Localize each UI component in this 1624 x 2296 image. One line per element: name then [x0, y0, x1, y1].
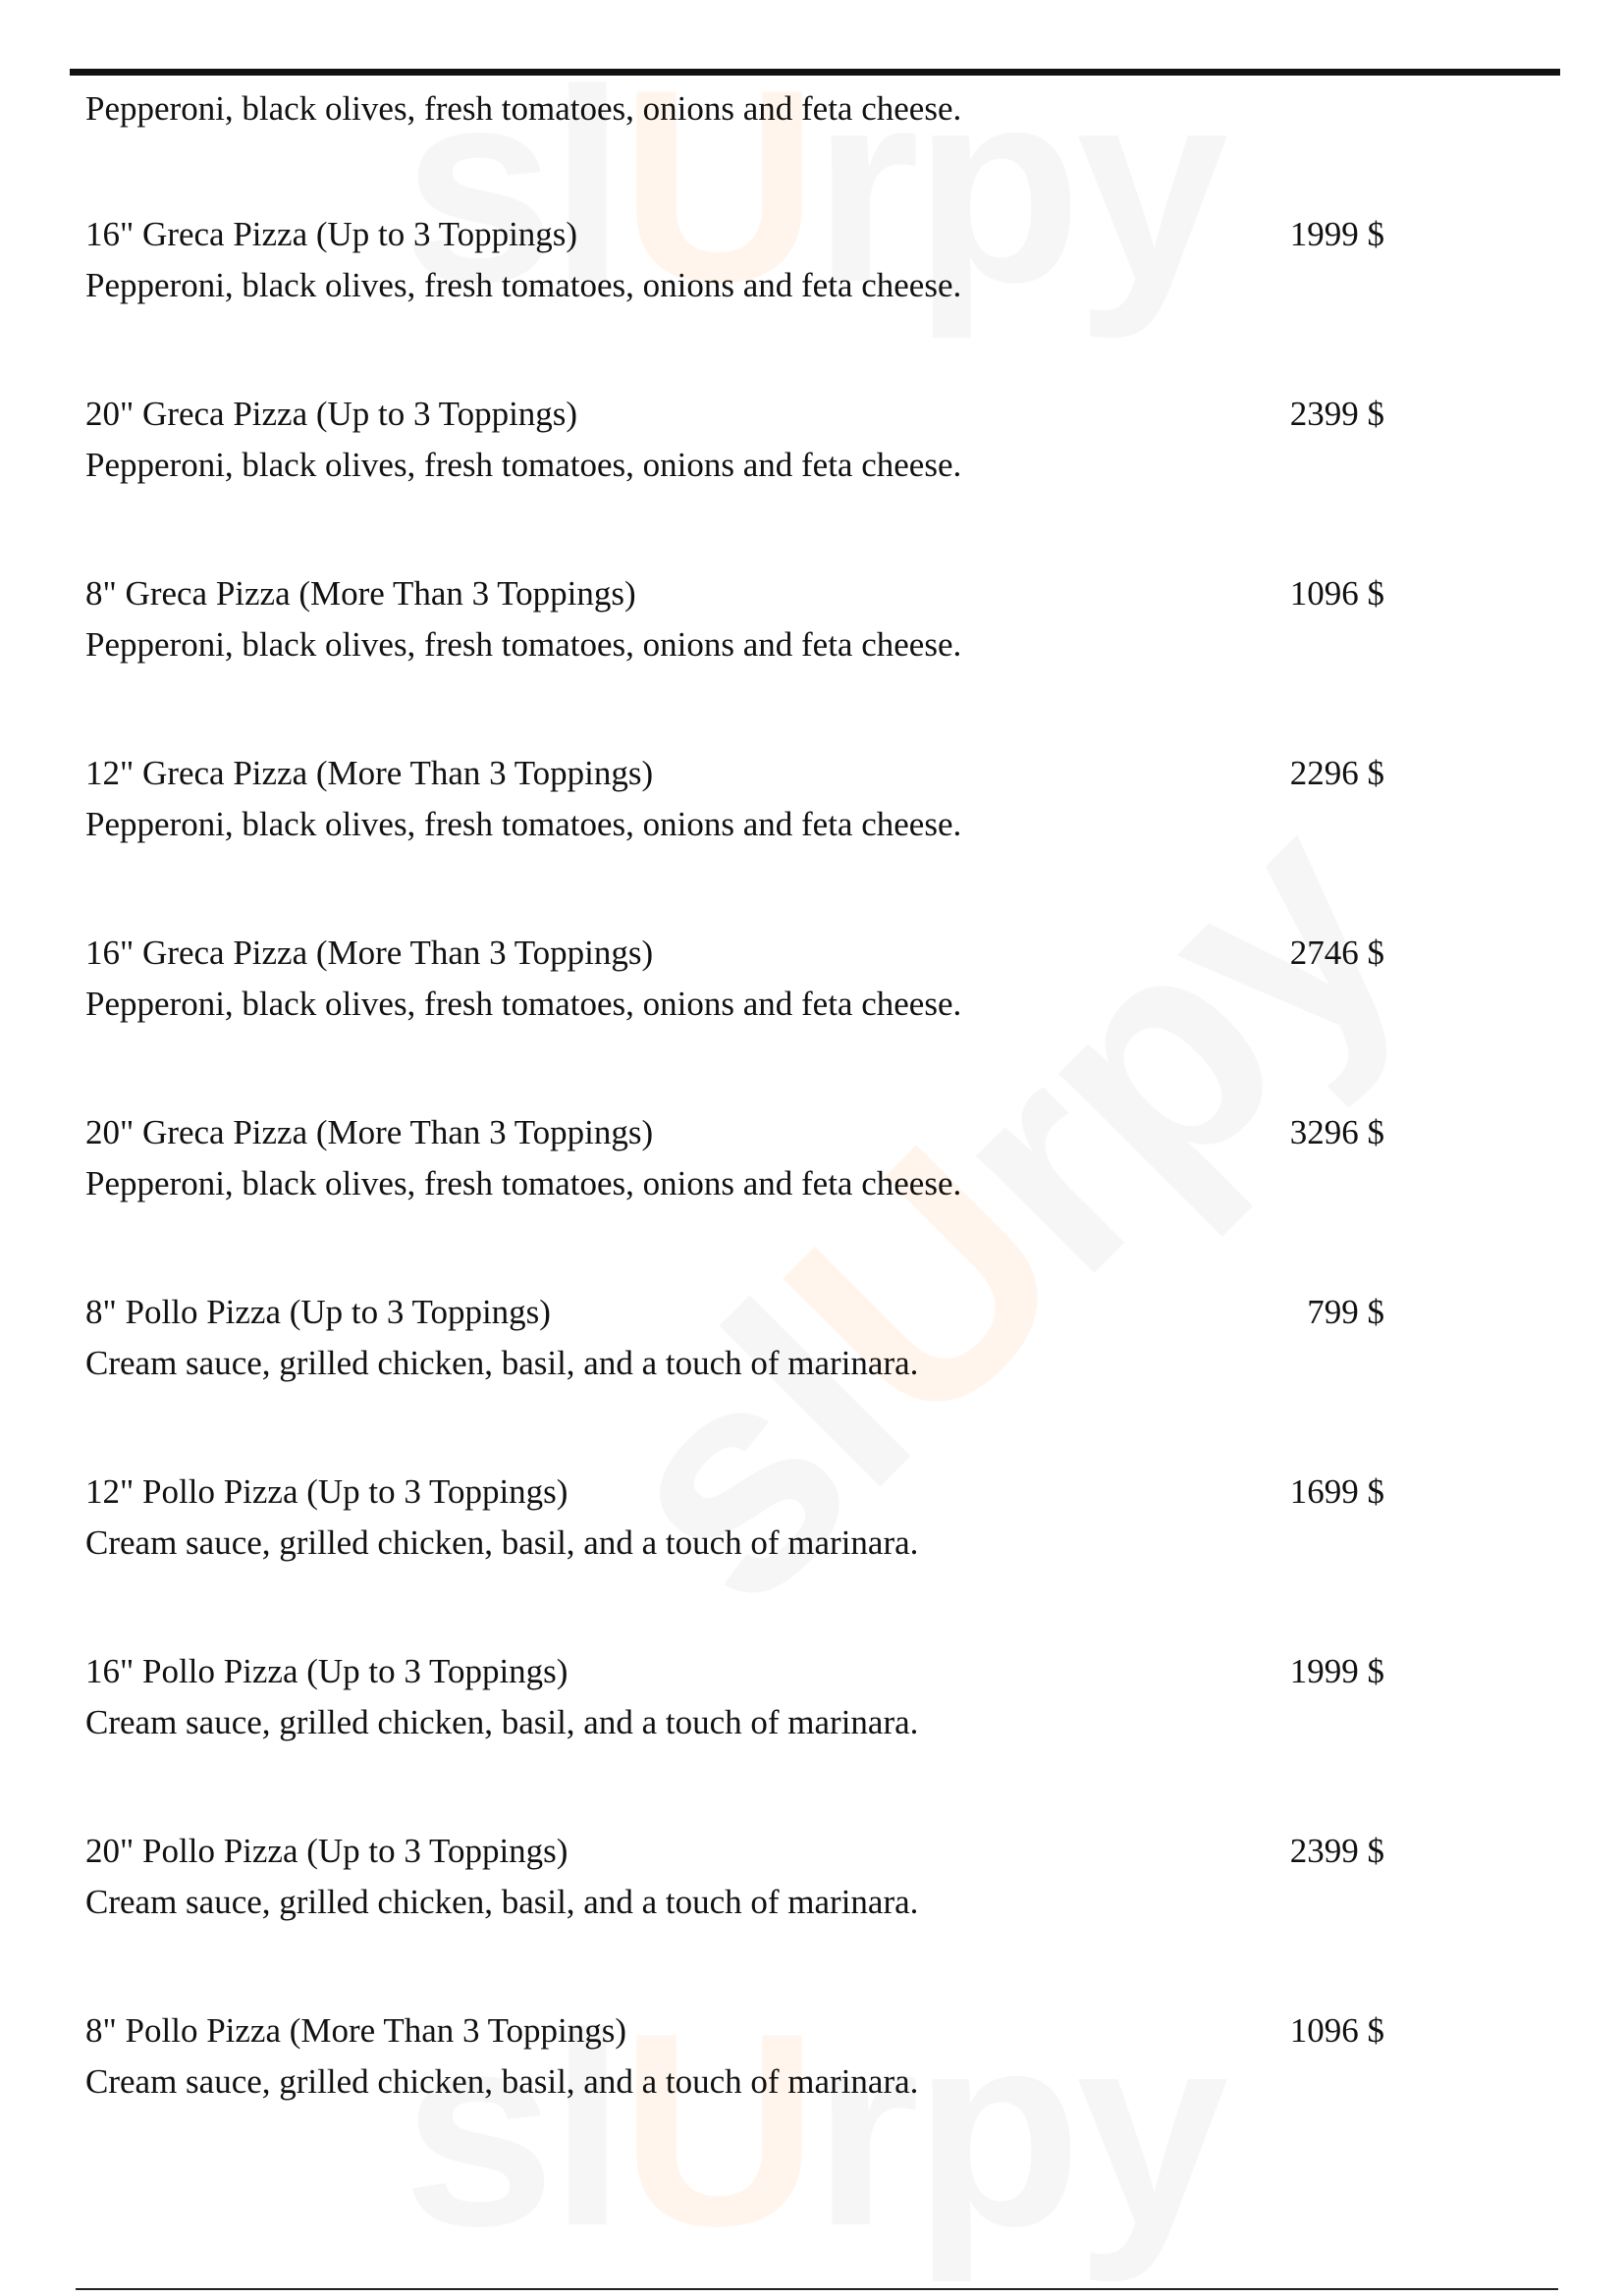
watermark-logo: U	[620, 1977, 813, 2283]
menu-item	[85, 1646, 1384, 1754]
watermark-logo: U	[620, 33, 813, 340]
menu-item-description: Pepperoni, black olives, fresh tomatoes, onions and feta cheese.	[85, 266, 962, 304]
menu-item-price: 3296 $	[1289, 1113, 1384, 1151]
menu-item-name: 16" Pollo Pizza (Up to 3 Toppings)	[85, 1652, 568, 1690]
menu-item-description: Pepperoni, black olives, fresh tomatoes, onions and feta cheese.	[85, 625, 962, 664]
menu-item-price: 2296 $	[1289, 754, 1384, 792]
menu-item-name: 12" Pollo Pizza (Up to 3 Toppings)	[85, 1472, 568, 1511]
menu-item-name: 20" Pollo Pizza (Up to 3 Toppings)	[85, 1832, 568, 1870]
menu-item	[85, 1107, 1384, 1215]
menu-item	[85, 1467, 1384, 1575]
menu-item	[85, 568, 1384, 676]
menu-item-price: 1699 $	[1289, 1472, 1384, 1511]
menu-item-price: 1096 $	[1289, 2011, 1384, 2050]
menu-item-description: Cream sauce, grilled chicken, basil, and a touch of marinara.	[85, 1883, 919, 1921]
menu-item-name: 20" Greca Pizza (Up to 3 Toppings)	[85, 395, 578, 433]
menu-item-description: Pepperoni, black olives, fresh tomatoes, onions and feta cheese.	[85, 1164, 962, 1202]
menu-item-name: 16" Greca Pizza (Up to 3 Toppings)	[85, 215, 578, 253]
menu-item	[85, 2005, 1384, 2113]
menu-item-price: 1999 $	[1289, 215, 1384, 253]
menu-item	[85, 748, 1384, 856]
menu-item-description: Cream sauce, grilled chicken, basil, and a touch of marinara.	[85, 2062, 919, 2101]
watermark-logo: U	[721, 1087, 1126, 1492]
menu-item-name: 16" Greca Pizza (More Than 3 Toppings)	[85, 934, 654, 972]
menu-item-price: 1999 $	[1289, 1652, 1384, 1690]
menu-item-name: 8" Pollo Pizza (More Than 3 Toppings)	[85, 2011, 627, 2050]
menu-item-description: Pepperoni, black olives, fresh tomatoes, onions and feta cheese.	[85, 985, 962, 1023]
top-rule	[70, 69, 1560, 76]
menu-item	[85, 1826, 1384, 1934]
menu-item	[85, 389, 1384, 497]
menu-item-description: Pepperoni, black olives, fresh tomatoes, onions and feta cheese.	[85, 805, 962, 843]
menu-item-price: 2399 $	[1289, 395, 1384, 433]
bottom-rule	[76, 2288, 1558, 2290]
menu-item-description: Cream sauce, grilled chicken, basil, and a touch of marinara.	[85, 1703, 919, 1741]
menu-item-description: Pepperoni, black olives, fresh tomatoes, onions and feta cheese.	[85, 89, 962, 128]
menu-item-description: Pepperoni, black olives, fresh tomatoes, onions and feta cheese.	[85, 446, 962, 484]
menu-item-description: Cream sauce, grilled chicken, basil, and a touch of marinara.	[85, 1344, 919, 1382]
menu-item-name: 12" Greca Pizza (More Than 3 Toppings)	[85, 754, 654, 792]
menu-item-name: 8" Greca Pizza (More Than 3 Toppings)	[85, 574, 636, 613]
menu-item-price: 2399 $	[1289, 1832, 1384, 1870]
menu-item-description: Cream sauce, grilled chicken, basil, and a touch of marinara.	[85, 1523, 919, 1562]
menu-item	[85, 209, 1384, 317]
menu-item-name: 20" Greca Pizza (More Than 3 Toppings)	[85, 1113, 654, 1151]
menu-item-price: 2746 $	[1289, 934, 1384, 972]
menu-item	[85, 928, 1384, 1036]
menu-item-price: 1096 $	[1289, 574, 1384, 613]
menu-item-price: 799 $	[1307, 1293, 1384, 1331]
menu-item-name: 8" Pollo Pizza (Up to 3 Toppings)	[85, 1293, 551, 1331]
menu-item	[85, 1287, 1384, 1395]
